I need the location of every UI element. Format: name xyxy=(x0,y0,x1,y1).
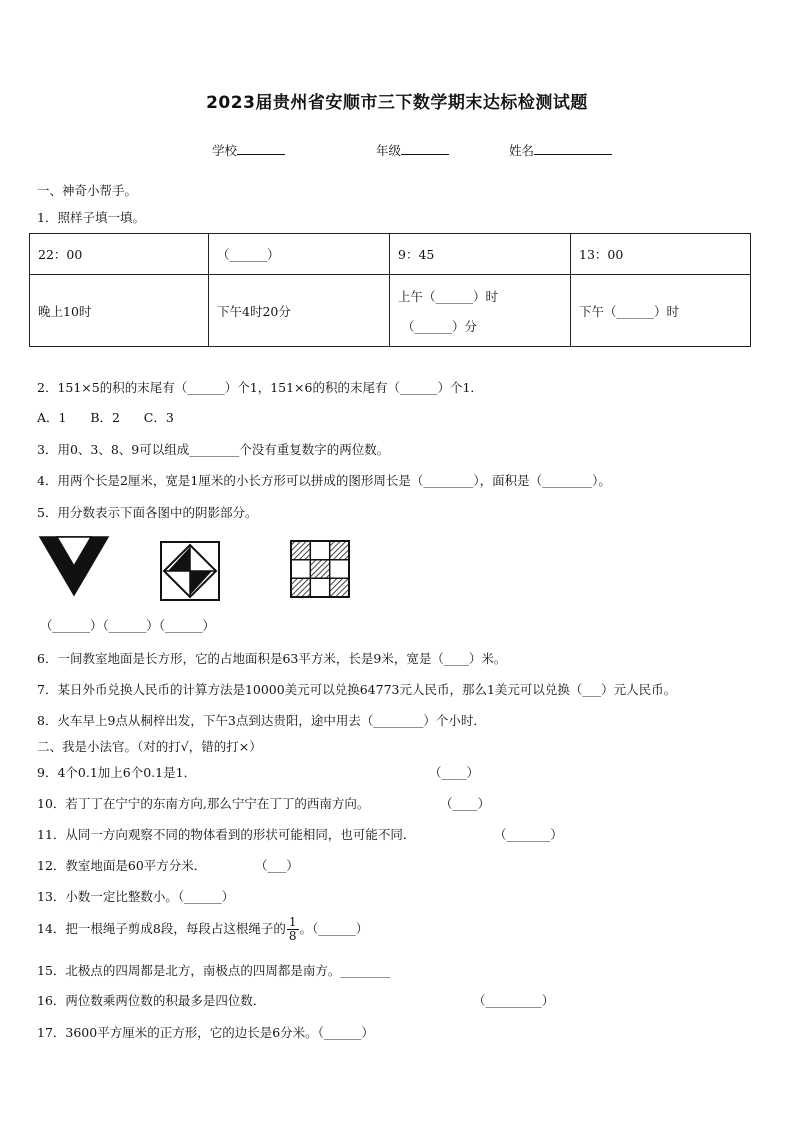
question-13: 13．小数一定比整数小。（______） xyxy=(37,889,235,904)
table-cell[interactable] xyxy=(390,275,571,347)
question-11: 11．从同一方向观察不同的物体看到的形状可能相同，也可能不同． xyxy=(37,827,416,842)
table-cell[interactable]: （______） xyxy=(209,234,390,275)
school-blank[interactable] xyxy=(237,142,285,155)
question-7: 7．某日外币兑换人民币的计算方法是10000美元可以兑换64773元人民币，那么1美元可以兑换（___）元人民币。 xyxy=(37,682,677,697)
table-cell: 9：45 xyxy=(390,234,571,275)
question-16: 16．两位数乘两位数的积最多是四位数． xyxy=(37,993,266,1008)
question-2: 2．151×5的积的末尾有（______）个1，151×6的积的末尾有（______）个1． xyxy=(37,380,483,395)
question-12-answer[interactable]: （___） xyxy=(255,858,299,873)
school-label: 学校 xyxy=(212,143,238,158)
fraction-one-eighth xyxy=(287,916,299,943)
table-row xyxy=(30,275,751,347)
question-16-answer[interactable]: （_________） xyxy=(473,993,555,1008)
grade-blank[interactable] xyxy=(401,142,449,155)
grade-label: 年级 xyxy=(376,143,402,158)
time-table xyxy=(29,233,751,347)
question-12: 12．教室地面是60平方分米． xyxy=(37,858,207,873)
question-15: 15．北极点的四周都是北方，南极点的四周都是南方。________ xyxy=(37,963,391,978)
table-cell[interactable]: 下午（______）时 xyxy=(571,275,751,347)
triangle-figure xyxy=(38,535,110,597)
question-2-options: A．1 B．2 C．3 xyxy=(37,410,174,425)
square-diamond-figure xyxy=(160,541,220,601)
question-4: 4．用两个长是2厘米，宽是1厘米的小长方形可以拼成的图形周长是（________），面积是（________）。 xyxy=(37,473,611,488)
name-label: 姓名 xyxy=(509,143,535,158)
name-blank[interactable] xyxy=(534,142,612,155)
minute-blank: （______）分 xyxy=(402,318,478,334)
grid-figure xyxy=(290,540,350,598)
fraction-denominator: 8 xyxy=(288,929,297,943)
question-5: 5．用分数表示下面各图中的阴影部分。 xyxy=(37,505,258,520)
question-9: 9．4个0.1加上6个0.1是1． xyxy=(37,765,197,780)
table-cell: 晚上10时 xyxy=(30,275,209,347)
question-11-answer[interactable]: （_______） xyxy=(494,827,563,842)
table-cell: 13：00 xyxy=(571,234,751,275)
table-row xyxy=(30,234,751,275)
question-1: 1．照样子填一填。 xyxy=(37,210,145,225)
question-6: 6．一间教室地面是长方形，它的占地面积是63平方米，长是9米，宽是（____）米。 xyxy=(37,651,507,666)
question-3: 3．用0、3、8、9可以组成________个没有重复数字的两位数。 xyxy=(37,442,390,457)
question-14 xyxy=(37,916,368,943)
question-8: 8．火车早上9点从桐梓出发，下午3点到达贵阳，途中用去（________）个小时． xyxy=(37,713,486,728)
school-field xyxy=(212,141,285,159)
question-14-answer[interactable]: 。（______） xyxy=(299,921,369,936)
table-cell: 22：00 xyxy=(30,234,209,275)
table-cell: 下午4时20分 xyxy=(209,275,390,347)
question-9-answer[interactable]: （____） xyxy=(429,765,480,780)
question-10-answer[interactable]: （____） xyxy=(440,796,491,811)
morning-hour-blank: 上午（______）时 xyxy=(398,288,499,304)
question-17: 17．3600平方厘米的正方形，它的边长是6分米。（______） xyxy=(37,1025,374,1040)
grade-field xyxy=(376,141,449,159)
fraction-numerator: 1 xyxy=(288,915,297,929)
question-14-text: 14．把一根绳子剪成8段，每段占这根绳子的 xyxy=(37,921,286,936)
question-5-answers[interactable]: （______）（______）（______） xyxy=(40,618,216,633)
page-title: 2023届贵州省安顺市三下数学期末达标检测试题 xyxy=(206,93,588,113)
section-2-heading: 二、我是小法官。（对的打√，错的打×） xyxy=(37,739,262,754)
question-10: 10．若丁丁在宁宁的东南方向,那么宁宁在丁丁的西南方向。 xyxy=(37,796,370,811)
section-1-heading: 一、神奇小帮手。 xyxy=(37,183,138,198)
name-field xyxy=(509,141,612,159)
